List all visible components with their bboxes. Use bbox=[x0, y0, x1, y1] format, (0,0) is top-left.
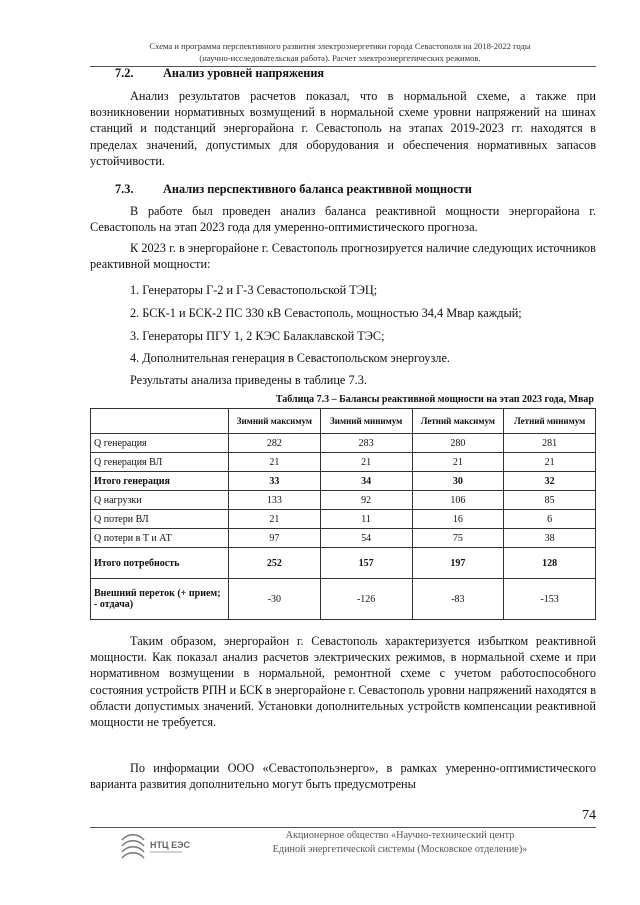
table-cell: 32 bbox=[504, 472, 596, 491]
table-cell: 6 bbox=[504, 510, 596, 529]
paragraph-voltage-analysis: Анализ результатов расчетов показал, что в нормальной схеме, а также при возникновении нормативных возмущений в нормальной схеме уровни напряжений на шинах станций и подстанций энергорайона г. Севастополь на этапах 2019-2023 гг. находятся в пределах значений, допустимых для оборудования и обеспечения нормативных запасов устойчивости. bbox=[90, 89, 596, 168]
column-header: Летний максимум bbox=[412, 409, 504, 434]
paragraph-sevastopolenergo: По информации ООО «Севастопольэнерго», в рамках умеренно-оптимистического варианта развития дополнительно могут быть предусмотрены bbox=[90, 761, 596, 792]
table-row bbox=[91, 510, 596, 529]
table-cell: 128 bbox=[504, 548, 596, 579]
table-row bbox=[91, 491, 596, 510]
table-cell: 21 bbox=[412, 453, 504, 472]
table-cell: -126 bbox=[320, 579, 412, 620]
table-cell: 283 bbox=[320, 434, 412, 453]
company-logo bbox=[118, 830, 190, 869]
column-header: Летний минимум bbox=[504, 409, 596, 434]
table-cell: 197 bbox=[412, 548, 504, 579]
footer-line-1: Акционерное общество «Научно-технический центр bbox=[285, 830, 515, 841]
table-row bbox=[91, 529, 596, 548]
table-cell: 21 bbox=[504, 453, 596, 472]
section-number: 7.2. bbox=[115, 66, 134, 80]
list-item: 3. Генераторы ПГУ 1, 2 КЭС Балаклавской ТЭС; bbox=[130, 329, 385, 343]
table-cell: 157 bbox=[320, 548, 412, 579]
header-line-2: (научно-исследовательская работа). Расчет электроэнергетических режимов. bbox=[199, 53, 481, 63]
row-label: Q генерация ВЛ bbox=[91, 453, 229, 472]
table-cell: 38 bbox=[504, 529, 596, 548]
table-cell: 85 bbox=[504, 491, 596, 510]
row-label: Q потери ВЛ bbox=[91, 510, 229, 529]
table-cell: -30 bbox=[229, 579, 321, 620]
table-cell: -153 bbox=[504, 579, 596, 620]
table-row bbox=[91, 434, 596, 453]
list-item: 4. Дополнительная генерация в Севастопольском энергоузле. bbox=[130, 351, 450, 365]
table-cell: 106 bbox=[412, 491, 504, 510]
list-item: 2. БСК-1 и БСК-2 ПС 330 кВ Севастополь, мощностью 34,4 Мвар каждый; bbox=[130, 306, 522, 320]
table-cell: 33 bbox=[229, 472, 321, 491]
table-row-total-demand bbox=[91, 548, 596, 579]
section-7-2-heading bbox=[115, 66, 324, 81]
running-header bbox=[90, 40, 590, 64]
row-label: Q нагрузки bbox=[91, 491, 229, 510]
table-cell: 252 bbox=[229, 548, 321, 579]
footer-rule bbox=[90, 827, 596, 828]
table-cell: 21 bbox=[320, 453, 412, 472]
table-cell: 30 bbox=[412, 472, 504, 491]
table-cell: 21 bbox=[229, 453, 321, 472]
page-number: 74 bbox=[582, 808, 596, 823]
table-cell: 280 bbox=[412, 434, 504, 453]
table-header-row bbox=[91, 409, 596, 434]
table-cell: 75 bbox=[412, 529, 504, 548]
table-row-external-flow bbox=[91, 579, 596, 620]
paragraph-sources-intro: К 2023 г. в энергорайоне г. Севастополь прогнозируется наличие следующих источников реактивной мощности: bbox=[90, 241, 596, 272]
section-title: Анализ уровней напряжения bbox=[163, 66, 325, 80]
reactive-power-table bbox=[90, 408, 596, 620]
row-label: Итого генерация bbox=[91, 472, 229, 491]
table-cell: 34 bbox=[320, 472, 412, 491]
table-cell: 92 bbox=[320, 491, 412, 510]
paragraph-conclusion: Таким образом, энергорайон г. Севастополь характеризуется избытком реактивной мощности. Как показал анализ расчетов электрических режимов, в нормальной схеме и при нормативном возмущении в нормальной, ремонтной схеме с учетом работоспособного состояния устройств РПН и БСК в энергорайоне г. Севастополь уровни напряжений находятся в области допустимых значений. Установки дополнительных устройств компенсации реактивной мощности не требуется. bbox=[90, 634, 596, 730]
table-row bbox=[91, 453, 596, 472]
footer-line-2: Единой энергетической системы (Московское отделение)» bbox=[272, 844, 528, 855]
table-cell: 97 bbox=[229, 529, 321, 548]
table-cell: 54 bbox=[320, 529, 412, 548]
paragraph-balance-analysis: В работе был проведен анализ баланса реактивной мощности энергорайона г. Севастополь на этап 2023 года для умеренно-оптимистического прогноза. bbox=[90, 204, 596, 235]
ntc-ees-logo-icon bbox=[118, 830, 190, 864]
logo-text: НТЦ ЕЭС bbox=[150, 840, 190, 850]
table-caption: Таблица 7.3 – Балансы реактивной мощности на этап 2023 года, Мвар bbox=[275, 394, 594, 405]
table-cell: -83 bbox=[412, 579, 504, 620]
results-reference: Результаты анализа приведены в таблице 7.3. bbox=[130, 373, 367, 387]
row-label: Внешний переток (+ прием; - отдача) bbox=[91, 579, 229, 620]
footer bbox=[200, 829, 600, 857]
row-label: Q потери в Т и АТ bbox=[91, 529, 229, 548]
column-header: Зимний минимум bbox=[320, 409, 412, 434]
table-cell: 11 bbox=[320, 510, 412, 529]
table-cell: 282 bbox=[229, 434, 321, 453]
table-cell: 16 bbox=[412, 510, 504, 529]
table-cell: 21 bbox=[229, 510, 321, 529]
table-cell: 133 bbox=[229, 491, 321, 510]
table-cell: 281 bbox=[504, 434, 596, 453]
section-number: 7.3. bbox=[115, 182, 134, 196]
row-label: Итого потребность bbox=[91, 548, 229, 579]
column-header: Зимний максимум bbox=[229, 409, 321, 434]
section-7-3-heading bbox=[115, 182, 472, 197]
table-row-total bbox=[91, 472, 596, 491]
table-corner bbox=[91, 409, 229, 434]
header-line-1: Схема и программа перспективного развития электроэнергетики города Севастополя на 2018-2022 годы bbox=[149, 41, 531, 51]
list-item: 1. Генераторы Г-2 и Г-3 Севастопольской ТЭЦ; bbox=[130, 283, 378, 297]
row-label: Q генерация bbox=[91, 434, 229, 453]
section-title: Анализ перспективного баланса реактивной мощности bbox=[163, 182, 472, 196]
